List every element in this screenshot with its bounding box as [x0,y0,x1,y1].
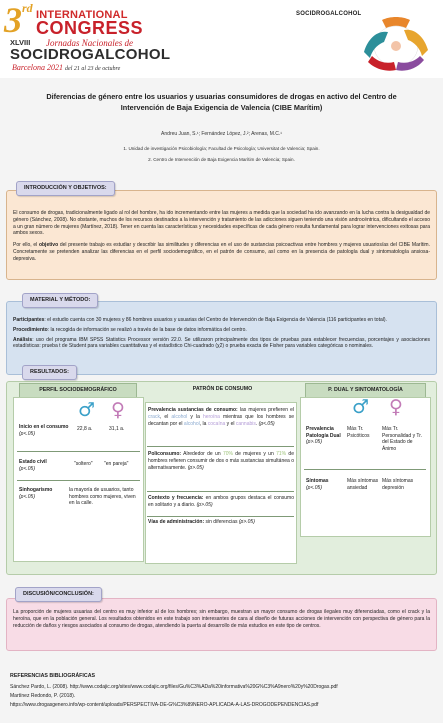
congress-logo-jornadas: Jornadas Nacionales de [46,38,133,48]
congress-logo-international: INTERNATIONAL [36,9,128,21]
discussion-panel [6,598,437,651]
female-symbol-icon: ♀ [111,399,125,421]
intro-panel [6,190,437,280]
references [10,673,440,710]
discussion-heading: DISCUSIÓN/CONCLUSIÓN: [15,587,102,602]
intro-paragraph-2: Por ello, el objetivo del presente trabajo es estudiar y describir las similitudes y diferencias en el uso de sustancias psicoactivas entre hombres y mujeres usuarios/as del CIBE Marítim. Concretamente se pretenden analizar las diferencias en el perfil sociodemográfico, en el patrón de consumo, así como en la presencia de patología dual y sintomatología ansiosa-depresiva. [13,242,430,262]
affiliation-2: 2. Centro de Intervención de Baja Exigencia Marítim de Valencia; Spain. [148,157,295,162]
results-heading: RESULTADOS: [22,365,77,380]
perfil-row-estado-male: "soltero" [74,461,93,467]
dual-panel [300,397,431,537]
reference-2: Martínez Redondo, P. (2018). [10,692,76,699]
perfil-header: PERFIL SOCIODEMOGRÁFICO [19,383,137,398]
perfil-row-inicio-male: 22,8 a. [77,426,93,432]
patron-prevalencia: Prevalencia sustancias de consumo: las mujeres prefieren el crack, el alcohol y la heroína mientras que los hombres se decantan por el alcohol, la cocaína y el cannabis. (p<.05) [148,407,295,427]
dual-female-symbol-icon: ♀ [389,396,403,418]
dual-row-prevalencia-label: Prevalencia Patología Dual (p>.05) [306,426,341,445]
patron-via: Vías de administración: sin diferencias (p>.05) [148,519,255,525]
references-heading: REFERENCIAS BIBLIOGRÁFICAS [10,673,96,679]
perfil-row-estado-label: Estado civil (p<.05) [19,459,47,472]
hands-circle-icon [358,14,434,74]
affiliation-1: 1. Unidad de investigación Psicobiología; Facultad de Psicología; Universitat de Valencia; Spain. [123,146,320,151]
perfil-row-inicio-label: Inicio en el consumo (p<.05) [19,424,69,437]
congress-logo-congress: CONGRESS [36,18,144,38]
congress-logo-city: Barcelona 2021 del 21 al 23 de octubre [12,63,121,72]
intro-heading: INTRODUCCIÓN Y OBJETIVOS: [16,181,115,196]
patron-divider-2 [147,491,294,492]
method-heading: MATERIAL Y MÉTODO: [22,293,98,308]
dual-row-sintomas-label: Síntomas (p<.05) [306,478,329,491]
male-symbol-icon: ♂ [78,399,96,421]
dual-male-symbol-icon: ♂ [352,396,370,418]
perfil-row-sinhogarismo-value: la mayoría de usuarios, tanto hombres como mujeres, viven en la calle. [69,487,136,506]
perfil-divider-1 [17,451,140,452]
intro-paragraph-1: El consumo de drogas, tradicionalmente ligado al rol del hombre, ha ido incrementando entre las mujeres a medida que la sociedad ha ido avanzando en la lucha contra la desigualdad de género (Sánchez, 2008). No obstante, muchos de los recursos destinados a la intervención y tratamiento de las adicciones siguen teniendo una visión androcéntrica, dificultando el acceso a un gran número de mujeres (Martínez, 2018). Tener en cuenta las características y necesidades específicas de cada género resulta fundamental para lograr intervenciones exitosas para ambos sexos. [13,210,430,237]
dual-row-sintomas-female: Más síntomas depresión [382,478,414,491]
reference-1: Sánchez Pardo, L. (2008). http://www.codajic.org/sites/www.codajic.org/files/Gu%C3%ADa%20informativa%20G%C3%A9nero%20y%20Drogas.pdf [10,684,338,691]
discussion-text: La proporción de mujeres usuarias del centro es muy inferior al de los hombres; sin embargo, muestran un mayor consumo de drogas ilegales muy diferenciadas, como el crack y la heroína, que en la población general. Los resultados obtenidos en este trabajo son interesantes de cara al diseño de futuras acciones de intervención con perspectiva de género para la reducción de daños y riesgos asociados al consumo de drogas, atendiendo la puerta al desarrollo de más estudios en este tipo de centros. [13,609,430,629]
perfil-divider-2 [17,480,140,481]
dual-header: P. DUAL Y SINTOMATOLOGÍA [305,383,426,398]
method-panel [6,301,437,375]
method-analisis: Análisis: uso del programa IBM SPSS Statistics Processor versión 22.0. Se utilizaron principalmente dos tipos de pruebas para establecer frecuencias, porcentajes y asociaciones estadísticas: prueba t de Student para variables cuantitativas y el estadístico Chi-cuadrado (χ2) o prueba exacta de Fisher para variables categóricas o nominales. [13,336,430,350]
reference-3: https://www.drogasgenero.info/wp-content/uploads/PERSPECTIVA-DE-G%C3%89NERO-APLICADA-A-LAS-DROGODEPENDENCIAS.pdf [10,701,319,708]
patron-policonsumo: Policonsumo: Alrededor de un 70% de mujeres y un 71% de hombres refieren consumir de dos o más sustancias simultánea o alternativamente. (p>.05) [148,451,294,471]
dual-row-sintomas-male: Más síntomas ansiedad [347,478,379,491]
method-procedimiento: Procedimiento: la recogida de información se realizó a través de la base de datos informática del centro. [13,326,247,333]
perfil-row-sinhogarismo-label: Sinhogarismo (p<.05) [19,487,53,500]
congress-logo-number: 3rd [4,0,33,40]
patron-divider-3 [147,516,294,517]
patron-header: PATRÓN DE CONSUMO [192,386,253,392]
dual-divider-1 [304,469,426,470]
poster-title: Diferencias de género entre los usuarios y usuarias consumidores de drogas en activo del Centro de Intervención de Baja Exigencia de Valencia (CIBE Marítim) [46,92,397,112]
patron-divider-1 [147,446,294,447]
authors: Andreu Juan, S.¹; Fernández López, J.²; Arenas, M.C.¹ [161,131,282,137]
patron-contexto: Contexto y frecuencia: en ambos grupos destaca el consumo en solitario y a diario. (p>.05) [148,495,294,508]
dual-row-prevalencia-female: Más Tr. Personalidad y Tr. del Estado de Ánimo [382,426,423,452]
method-participantes: Participantes: el estudio cuenta con 30 mujeres y 86 hombres usuarios y usuarias del Centro de Intervención de Baja Exigencia de Valencia (116 participantes en total). [13,317,387,323]
perfil-row-inicio-female: 31,1 a. [109,426,125,432]
brand-socidrogalcohol-right: SOCIDROGALCOHOL [296,11,362,17]
perfil-row-estado-female: "en pareja" [104,461,129,467]
congress-logo-edition: XLVIII [10,38,31,47]
congress-logo-org: SOCIDROGALCOHOL [10,46,171,63]
dual-row-prevalencia-male: Más Tr. Psicóticos [347,426,370,439]
